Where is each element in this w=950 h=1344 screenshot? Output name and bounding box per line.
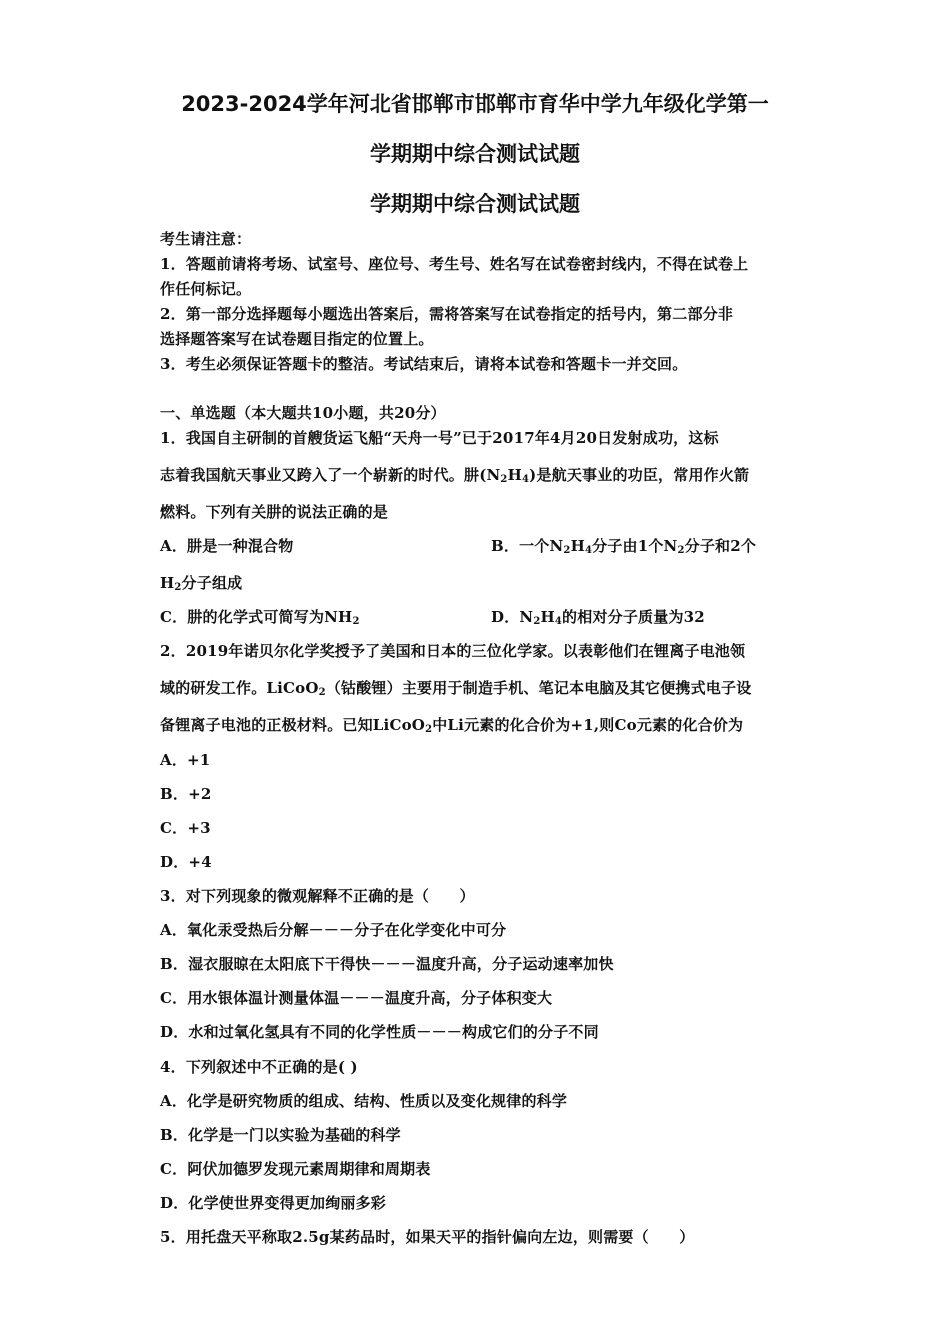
q5-stem: 5．用托盘天平称取2.5g某药品时，如果天平的指针偏向左边，则需要（ ） <box>160 1228 695 1246</box>
q3-stem: 3．对下列现象的微观解释不正确的是（ ） <box>160 887 475 905</box>
q2-stem-line-2: 域的研发工作。LiCoO$_2$（钴酸锂）主要用于制造手机、笔记本电脑及其它便携式电子设 <box>160 679 752 698</box>
q2-stem-line-3: 备锂离子电池的正极材料。已知LiCoO$_2$中Li元素的化合价为+1,则Co元素的化合价为 <box>160 716 744 735</box>
q1-stem-line-3: 燃料。下列有关肼的说法正确的是 <box>160 503 389 521</box>
q4-option-b: B．化学是一门以实验为基础的科学 <box>160 1126 401 1144</box>
exam-subtitle: 学期期中综合测试试题 <box>370 192 580 216</box>
q4-stem: 4．下列叙述中不正确的是( ) <box>160 1058 358 1076</box>
notice-item-1-cont: 作任何标记。 <box>160 280 252 298</box>
q4-option-a: A．化学是研究物质的组成、结构、性质以及变化规律的科学 <box>160 1092 568 1110</box>
q1-option-b: B．一个$N_2H_4$分子由1个$N_2$分子和2个 <box>491 537 757 556</box>
notice-heading: 考生请注意： <box>160 230 252 248</box>
notice-item-2: 2．第一部分选择题每小题选出答案后，需将答案写在试卷指定的括号内，第二部分非 <box>160 305 734 323</box>
q1-option-d: D．$N_2H_4$的相对分子质量为32 <box>491 608 705 627</box>
q1-option-a: A．肼是一种混合物 <box>160 537 294 555</box>
q1-option-b-cont: $H_2$分子组成 <box>160 574 243 593</box>
notice-item-1: 1．答题前请将考场、试室号、座位号、考生号、姓名写在试卷密封线内，不得在试卷上 <box>160 255 749 273</box>
q1-stem-line-2: 志着我国航天事业又跨入了一个崭新的时代。肼$(N_2H_4)$是航天事业的功臣，常用作火箭 <box>160 466 750 485</box>
notice-item-2-cont: 选择题答案写在试卷题目指定的位置上。 <box>160 330 434 348</box>
exam-title-line-2: 学期期中综合测试试题 <box>370 142 580 166</box>
q2-option-d: D．+4 <box>160 853 212 871</box>
q3-option-b: B．湿衣服晾在太阳底下干得快－－－温度升高，分子运动速率加快 <box>160 955 614 973</box>
section-heading: 一、单选题（本大题共10小题，共20分） <box>160 404 446 422</box>
q2-option-c: C．+3 <box>160 819 211 837</box>
q4-option-d: D．化学使世界变得更加绚丽多彩 <box>160 1194 387 1212</box>
q3-option-a: A．氧化汞受热后分解－－－分子在化学变化中可分 <box>160 921 507 939</box>
q2-stem-line-1: 2．2019年诺贝尔化学奖授予了美国和日本的三位化学家。以表彰他们在锂离子电池领 <box>160 642 746 660</box>
q3-option-c: C．用水银体温计测量体温－－－温度升高，分子体积变大 <box>160 989 553 1007</box>
notice-item-3: 3．考生必须保证答题卡的整洁。考试结束后，请将本试卷和答题卡一并交回。 <box>160 355 688 373</box>
q1-stem-line-1: 1．我国自主研制的首艘货运飞船“天舟一号”已于2017年4月20日发射成功，这标 <box>160 429 719 447</box>
q3-option-d: D．水和过氧化氢具有不同的化学性质－－－构成它们的分子不同 <box>160 1023 599 1041</box>
q1-option-c: C．肼的化学式可简写为$NH_2$ <box>160 608 360 627</box>
q2-option-b: B．+2 <box>160 785 212 803</box>
q2-option-a: A．+1 <box>160 751 211 769</box>
exam-title-line-1: 2023-2024学年河北省邯郸市邯郸市育华中学九年级化学第一 <box>181 92 769 116</box>
q4-option-c: C．阿伏加德罗发现元素周期律和周期表 <box>160 1160 431 1178</box>
